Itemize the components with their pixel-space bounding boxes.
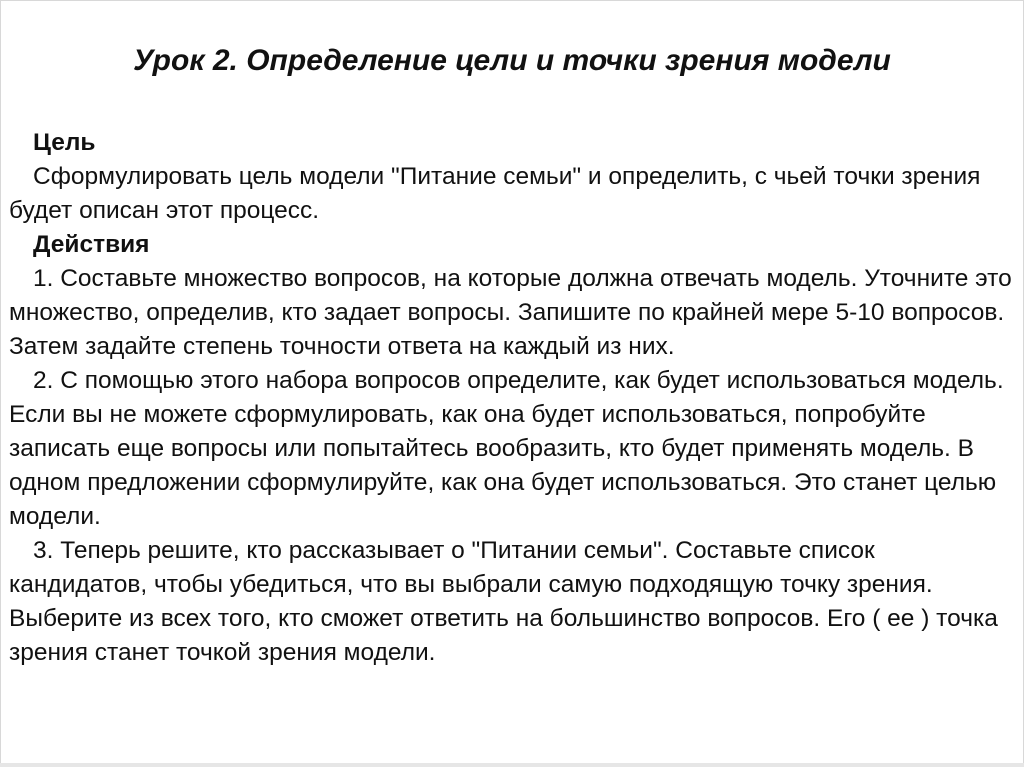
action-item-2: 2. С помощью этого набора вопросов определите, как будет использоваться модель. Если вы не можете сформулировать, как она будет использоваться, попробуйте записать еще вопросы или попытайтесь вообразить, кто будет применять модель. В одном предложении сформулируйте, как она будет использоваться. Это станет целью модели. [9,367,1004,530]
goal-text: Сформулировать цель модели "Питание семьи" и определить, с чьей точки зрения будет описан этот процесс. [9,163,981,224]
bottom-strip [0,763,1024,767]
goal-heading: Цель [33,129,96,156]
actions-heading: Действия [33,231,150,258]
action-item-1: 1. Составьте множество вопросов, на которые должна отвечать модель. Уточните это множество, определив, кто задает вопросы. Запишите по крайней мере 5-10 вопросов. Затем задайте степень точности ответа на каждый из них. [9,265,1012,360]
action-item-3: 3. Теперь решите, кто рассказывает о "Питании семьи". Составьте список кандидатов, чтобы убедиться, что вы выбрали самую подходящую точку зрения. Выберите из всех того, кто сможет ответить на большинство вопросов. Его ( ее ) точка зрения станет точкой зрения модели. [9,537,998,666]
slide-content [9,126,1015,670]
slide-title: Урок 2. Определение цели и точки зрения модели [133,44,891,77]
